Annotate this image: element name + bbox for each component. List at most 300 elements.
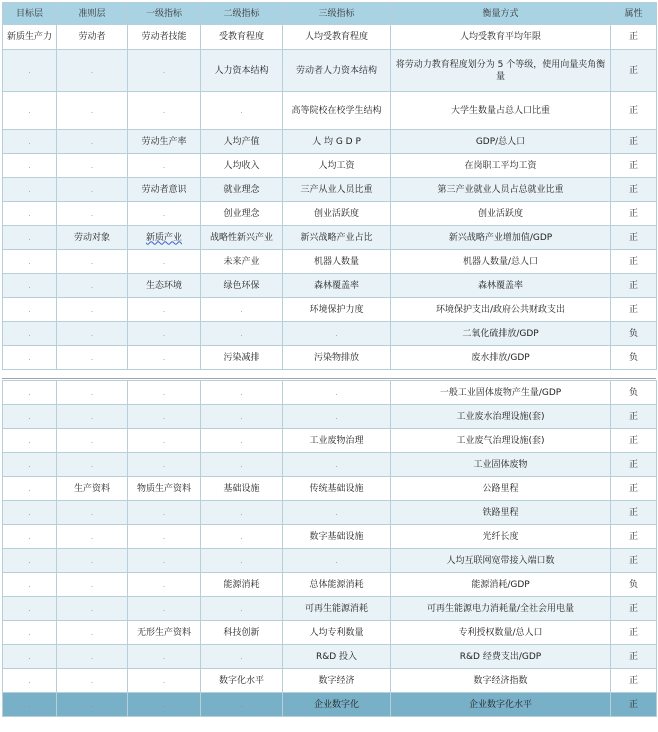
attribute-cell bbox=[611, 274, 657, 298]
cell-text: 将劳动力教育程度划分为 5 个等级，使用向量夹角衡量 bbox=[395, 59, 606, 82]
empty-marker: . bbox=[90, 185, 94, 194]
measurement-cell bbox=[391, 501, 611, 525]
criterion-layer-cell bbox=[57, 621, 128, 645]
criterion-layer-cell bbox=[57, 669, 128, 693]
level2-indicator-cell bbox=[201, 405, 283, 429]
goal-layer-cell bbox=[3, 154, 57, 178]
cell-text: 能源消耗 bbox=[223, 579, 260, 590]
empty-marker: . bbox=[240, 700, 243, 709]
level2-indicator-cell bbox=[201, 549, 283, 573]
level1-indicator-cell bbox=[128, 154, 201, 178]
empty-marker: . bbox=[240, 329, 243, 338]
cell-text: 生态环境 bbox=[145, 280, 182, 291]
goal-layer-cell bbox=[3, 549, 57, 573]
level1-indicator-cell bbox=[128, 202, 201, 226]
cell-text: 衡量方式 bbox=[482, 8, 519, 19]
empty-marker: . bbox=[162, 604, 166, 613]
cell-text: 新兴战略产业占比 bbox=[300, 232, 373, 243]
cell-text: 属性 bbox=[624, 8, 643, 19]
empty-marker: . bbox=[90, 436, 94, 445]
empty-marker: . bbox=[28, 305, 31, 314]
criterion-layer-cell bbox=[57, 453, 128, 477]
cell-text: 正 bbox=[628, 232, 638, 243]
empty-marker: . bbox=[162, 388, 166, 397]
cell-text: 负 bbox=[628, 579, 638, 590]
empty-marker: . bbox=[90, 556, 94, 565]
cell-text: 人均受教育平均年限 bbox=[459, 32, 541, 42]
cell-text: 正 bbox=[628, 105, 638, 116]
cell-text: 正 bbox=[628, 459, 638, 470]
attribute-cell bbox=[611, 346, 657, 370]
level3-indicator-cell bbox=[283, 298, 391, 322]
empty-marker: . bbox=[240, 508, 243, 517]
attribute-cell bbox=[611, 322, 657, 346]
goal-layer-cell bbox=[3, 274, 57, 298]
attribute-cell bbox=[611, 3, 657, 25]
level2-indicator-cell bbox=[201, 573, 283, 597]
cell-text: 总体能源消耗 bbox=[309, 579, 364, 590]
level2-indicator-cell bbox=[201, 597, 283, 621]
attribute-cell bbox=[611, 549, 657, 573]
indicator-table-bottom bbox=[2, 380, 657, 717]
table-row bbox=[3, 429, 657, 453]
cell-text: 机器人数量/总人口 bbox=[462, 256, 539, 267]
empty-marker: . bbox=[90, 388, 94, 397]
level2-indicator-cell bbox=[201, 346, 283, 370]
table-row bbox=[3, 501, 657, 525]
attribute-cell bbox=[611, 693, 657, 717]
criterion-layer-cell bbox=[57, 405, 128, 429]
empty-marker: . bbox=[162, 305, 166, 314]
cell-text: 劳动者 bbox=[78, 32, 106, 42]
cell-text: 新兴战略产业增加值/GDP bbox=[448, 232, 553, 243]
empty-marker: . bbox=[90, 460, 94, 469]
level1-indicator-cell bbox=[128, 3, 201, 25]
cell-text: 负 bbox=[628, 387, 638, 398]
criterion-layer-cell bbox=[57, 130, 128, 154]
level3-indicator-cell bbox=[283, 178, 391, 202]
cell-text: 正 bbox=[628, 256, 638, 267]
cell-text: 生产资料 bbox=[73, 483, 110, 494]
level2-indicator-cell bbox=[201, 453, 283, 477]
cell-text: 一般工业固体废物产生量/GDP bbox=[439, 387, 562, 398]
level2-indicator-cell bbox=[201, 621, 283, 645]
cell-text: 创业活跃度 bbox=[477, 208, 523, 219]
measurement-cell bbox=[391, 453, 611, 477]
criterion-layer-cell bbox=[57, 525, 128, 549]
criterion-layer-cell bbox=[57, 381, 128, 405]
goal-layer-cell bbox=[3, 3, 57, 25]
goal-layer-cell bbox=[3, 693, 57, 717]
level3-indicator-cell bbox=[283, 154, 391, 178]
empty-marker: . bbox=[90, 106, 94, 115]
empty-marker: . bbox=[240, 388, 243, 397]
cell-text: 二氧化硫排放/GDP bbox=[462, 328, 539, 339]
empty-marker: . bbox=[240, 305, 243, 314]
empty-marker: . bbox=[28, 412, 31, 421]
measurement-cell bbox=[391, 3, 611, 25]
goal-layer-cell bbox=[3, 429, 57, 453]
criterion-layer-cell bbox=[57, 274, 128, 298]
level2-indicator-cell bbox=[201, 525, 283, 549]
goal-layer-cell bbox=[3, 525, 57, 549]
empty-marker: . bbox=[162, 412, 166, 421]
level2-indicator-cell bbox=[201, 178, 283, 202]
cell-text: 目标层 bbox=[15, 8, 43, 19]
measurement-cell bbox=[391, 381, 611, 405]
empty-marker: . bbox=[28, 604, 31, 613]
criterion-layer-cell bbox=[57, 202, 128, 226]
measurement-cell bbox=[391, 50, 611, 92]
criterion-layer-cell bbox=[57, 549, 128, 573]
level3-indicator-cell bbox=[283, 130, 391, 154]
cell-text: 新质生产力 bbox=[6, 32, 52, 42]
level2-indicator-cell bbox=[201, 130, 283, 154]
attribute-cell bbox=[611, 130, 657, 154]
level1-indicator-cell bbox=[128, 346, 201, 370]
level3-indicator-cell bbox=[283, 405, 391, 429]
level3-indicator-cell bbox=[283, 202, 391, 226]
cell-text: 人力资本结构 bbox=[214, 65, 269, 76]
level1-indicator-cell bbox=[128, 693, 201, 717]
level1-indicator-cell bbox=[128, 250, 201, 274]
measurement-cell bbox=[391, 226, 611, 250]
measurement-cell bbox=[391, 346, 611, 370]
cell-text: R&D 经费支出/GDP bbox=[459, 651, 542, 662]
cell-text: 创业理念 bbox=[223, 208, 260, 219]
level3-indicator-cell bbox=[283, 477, 391, 501]
measurement-cell bbox=[391, 92, 611, 130]
cell-text: 第三产业就业人员占总就业比重 bbox=[437, 184, 564, 195]
cell-text: 正 bbox=[628, 507, 638, 518]
empty-marker: . bbox=[162, 652, 166, 661]
empty-marker: . bbox=[90, 353, 94, 362]
attribute-cell bbox=[611, 298, 657, 322]
criterion-layer-cell bbox=[57, 693, 128, 717]
cell-text: 人均专利数量 bbox=[309, 627, 364, 638]
empty-marker: . bbox=[90, 412, 94, 421]
cell-text: 正 bbox=[628, 136, 638, 147]
goal-layer-cell bbox=[3, 25, 57, 50]
level3-indicator-cell bbox=[283, 50, 391, 92]
level2-indicator-cell bbox=[201, 202, 283, 226]
criterion-layer-cell bbox=[57, 477, 128, 501]
table-row bbox=[3, 250, 657, 274]
empty-marker: . bbox=[162, 353, 166, 362]
measurement-cell bbox=[391, 621, 611, 645]
level1-indicator-cell bbox=[128, 405, 201, 429]
level1-indicator-cell bbox=[128, 429, 201, 453]
empty-marker: . bbox=[162, 436, 166, 445]
measurement-cell bbox=[391, 298, 611, 322]
level2-indicator-cell bbox=[201, 298, 283, 322]
criterion-layer-cell bbox=[57, 50, 128, 92]
cell-text: 可再生能源消耗 bbox=[304, 603, 368, 614]
table-row bbox=[3, 645, 657, 669]
header-row bbox=[3, 3, 657, 25]
level1-indicator-cell bbox=[128, 621, 201, 645]
goal-layer-cell bbox=[3, 130, 57, 154]
cell-text: R&D 投入 bbox=[315, 651, 358, 662]
level2-indicator-cell bbox=[201, 25, 283, 50]
cell-text: 数字化水平 bbox=[218, 675, 264, 686]
level3-indicator-cell bbox=[283, 3, 391, 25]
cell-text: 大学生数量占总人口比重 bbox=[450, 105, 550, 116]
table-row bbox=[3, 621, 657, 645]
level1-indicator-cell bbox=[128, 477, 201, 501]
goal-layer-cell bbox=[3, 405, 57, 429]
attribute-cell bbox=[611, 92, 657, 130]
measurement-cell bbox=[391, 669, 611, 693]
level1-indicator-cell bbox=[128, 597, 201, 621]
cell-text: 铁路里程 bbox=[482, 507, 519, 518]
empty-marker: . bbox=[240, 652, 243, 661]
cell-text: 正 bbox=[628, 627, 638, 638]
table-row bbox=[3, 202, 657, 226]
level3-indicator-cell bbox=[283, 92, 391, 130]
empty-marker: . bbox=[162, 209, 166, 218]
cell-text: 正 bbox=[628, 280, 638, 291]
table-row bbox=[3, 381, 657, 405]
empty-marker: . bbox=[90, 281, 94, 290]
level2-indicator-cell bbox=[201, 669, 283, 693]
cell-text: 废水排放/GDP bbox=[471, 352, 530, 363]
criterion-layer-cell bbox=[57, 346, 128, 370]
indicator-table-top bbox=[2, 2, 657, 370]
criterion-layer-cell bbox=[57, 429, 128, 453]
attribute-cell bbox=[611, 597, 657, 621]
level1-indicator-cell bbox=[128, 226, 201, 250]
empty-marker: . bbox=[162, 532, 166, 541]
goal-layer-cell bbox=[3, 477, 57, 501]
cell-text: 绿色环保 bbox=[223, 280, 260, 291]
cell-text: 森林覆盖率 bbox=[477, 280, 523, 291]
level1-indicator-cell bbox=[128, 178, 201, 202]
level3-indicator-cell bbox=[283, 645, 391, 669]
empty-marker: . bbox=[90, 532, 94, 541]
attribute-cell bbox=[611, 477, 657, 501]
empty-marker: . bbox=[28, 161, 31, 170]
level1-indicator-cell bbox=[128, 130, 201, 154]
level1-indicator-cell bbox=[128, 453, 201, 477]
attribute-cell bbox=[611, 405, 657, 429]
level1-indicator-cell bbox=[128, 25, 201, 50]
measurement-cell bbox=[391, 429, 611, 453]
empty-marker: . bbox=[162, 556, 166, 565]
cell-text: 污染减排 bbox=[223, 352, 260, 363]
table-row bbox=[3, 130, 657, 154]
empty-marker: . bbox=[28, 137, 31, 146]
table-row bbox=[3, 549, 657, 573]
goal-layer-cell bbox=[3, 501, 57, 525]
level3-indicator-cell bbox=[283, 250, 391, 274]
goal-layer-cell bbox=[3, 202, 57, 226]
criterion-layer-cell bbox=[57, 597, 128, 621]
attribute-cell bbox=[611, 381, 657, 405]
cell-text: 工业固体废物 bbox=[473, 459, 528, 470]
measurement-cell bbox=[391, 154, 611, 178]
level1-indicator-cell bbox=[128, 381, 201, 405]
level3-indicator-cell bbox=[283, 693, 391, 717]
attribute-cell bbox=[611, 250, 657, 274]
cell-text: 环境保护支出/政府公共财政支出 bbox=[435, 304, 566, 315]
cell-text: 正 bbox=[628, 411, 638, 422]
empty-marker: . bbox=[240, 460, 243, 469]
empty-marker: . bbox=[240, 106, 243, 115]
goal-layer-cell bbox=[3, 346, 57, 370]
empty-marker: . bbox=[28, 652, 31, 661]
cell-text: 森林覆盖率 bbox=[313, 280, 359, 291]
level3-indicator-cell bbox=[283, 597, 391, 621]
attribute-cell bbox=[611, 226, 657, 250]
table-row bbox=[3, 92, 657, 130]
cell-text: 劳动对象 bbox=[73, 232, 110, 243]
cell-text: 负 bbox=[628, 352, 638, 363]
cell-text: 战略性新兴产业 bbox=[209, 232, 273, 243]
cell-text: 人均互联网宽带接入端口数 bbox=[446, 555, 555, 566]
measurement-cell bbox=[391, 274, 611, 298]
cell-text: 正 bbox=[628, 32, 638, 42]
level3-indicator-cell bbox=[283, 621, 391, 645]
level2-indicator-cell bbox=[201, 226, 283, 250]
goal-layer-cell bbox=[3, 92, 57, 130]
empty-marker: . bbox=[28, 106, 31, 115]
empty-marker: . bbox=[240, 412, 243, 421]
empty-marker: . bbox=[90, 604, 94, 613]
level3-indicator-cell bbox=[283, 381, 391, 405]
cell-text: 准则层 bbox=[78, 8, 106, 19]
criterion-layer-cell bbox=[57, 298, 128, 322]
empty-marker: . bbox=[90, 652, 94, 661]
level2-indicator-cell bbox=[201, 154, 283, 178]
empty-marker: . bbox=[90, 161, 94, 170]
attribute-cell bbox=[611, 453, 657, 477]
cell-text: 人均收入 bbox=[223, 160, 260, 171]
cell-text: 科技创新 bbox=[223, 627, 260, 638]
level1-indicator-cell bbox=[128, 549, 201, 573]
cell-text: 无形生产资料 bbox=[136, 627, 191, 638]
level3-indicator-cell bbox=[283, 346, 391, 370]
cell-text: 专利授权数量/总人口 bbox=[458, 627, 543, 638]
cell-text: 劳动者技能 bbox=[141, 32, 187, 42]
cell-text: 就业理念 bbox=[223, 184, 260, 195]
empty-marker: . bbox=[28, 700, 31, 709]
empty-marker: . bbox=[162, 700, 166, 709]
measurement-cell bbox=[391, 645, 611, 669]
criterion-layer-cell bbox=[57, 226, 128, 250]
cell-text: 劳动者意识 bbox=[141, 184, 187, 195]
cell-text: 正 bbox=[628, 208, 638, 219]
empty-marker: . bbox=[28, 508, 31, 517]
page-separator bbox=[2, 378, 656, 379]
empty-marker: . bbox=[90, 508, 94, 517]
level1-indicator-cell bbox=[128, 298, 201, 322]
level2-indicator-cell bbox=[201, 322, 283, 346]
attribute-cell bbox=[611, 501, 657, 525]
goal-layer-cell bbox=[3, 226, 57, 250]
empty-marker: . bbox=[335, 412, 338, 421]
cell-text: 基础设施 bbox=[223, 483, 260, 494]
level2-indicator-cell bbox=[201, 50, 283, 92]
empty-marker: . bbox=[28, 460, 31, 469]
cell-text: 数字经济 bbox=[318, 675, 355, 686]
attribute-cell bbox=[611, 429, 657, 453]
cell-text: 正 bbox=[628, 65, 638, 76]
cell-text: GDP/总人口 bbox=[475, 136, 526, 147]
cell-text: 负 bbox=[628, 328, 638, 339]
goal-layer-cell bbox=[3, 573, 57, 597]
criterion-layer-cell bbox=[57, 501, 128, 525]
cell-text: 一级指标 bbox=[145, 8, 182, 19]
empty-marker: . bbox=[240, 604, 243, 613]
empty-marker: . bbox=[28, 209, 31, 218]
cell-text: 正 bbox=[628, 435, 638, 446]
goal-layer-cell bbox=[3, 645, 57, 669]
goal-layer-cell bbox=[3, 381, 57, 405]
table-row bbox=[3, 525, 657, 549]
attribute-cell bbox=[611, 202, 657, 226]
level2-indicator-cell bbox=[201, 477, 283, 501]
level1-indicator-cell bbox=[128, 322, 201, 346]
cell-text: 正 bbox=[628, 531, 638, 542]
cell-text: 人 均 G D P bbox=[312, 136, 361, 147]
attribute-cell bbox=[611, 621, 657, 645]
empty-marker: . bbox=[162, 460, 166, 469]
level2-indicator-cell bbox=[201, 645, 283, 669]
measurement-cell bbox=[391, 525, 611, 549]
criterion-layer-cell bbox=[57, 645, 128, 669]
empty-marker: . bbox=[162, 329, 166, 338]
cell-text: 创业活跃度 bbox=[313, 208, 359, 219]
table-row bbox=[3, 154, 657, 178]
empty-marker: . bbox=[240, 436, 243, 445]
table-row bbox=[3, 178, 657, 202]
criterion-layer-cell bbox=[57, 3, 128, 25]
empty-marker: . bbox=[90, 66, 94, 75]
level2-indicator-cell bbox=[201, 3, 283, 25]
cell-text: 企业数字化 bbox=[313, 699, 359, 710]
table-row bbox=[3, 322, 657, 346]
empty-marker: . bbox=[28, 676, 31, 685]
cell-text: 环境保护力度 bbox=[309, 304, 364, 315]
measurement-cell bbox=[391, 178, 611, 202]
level3-indicator-cell bbox=[283, 669, 391, 693]
empty-marker: . bbox=[28, 233, 31, 242]
goal-layer-cell bbox=[3, 178, 57, 202]
table-row bbox=[3, 346, 657, 370]
level3-indicator-cell bbox=[283, 429, 391, 453]
attribute-cell bbox=[611, 178, 657, 202]
measurement-cell bbox=[391, 25, 611, 50]
empty-marker: . bbox=[28, 556, 31, 565]
empty-marker: . bbox=[162, 161, 166, 170]
cell-text: 数字基础设施 bbox=[309, 531, 364, 542]
empty-marker: . bbox=[28, 436, 31, 445]
empty-marker: . bbox=[28, 484, 31, 493]
level1-indicator-cell bbox=[128, 525, 201, 549]
cell-text: 劳动者人力资本结构 bbox=[295, 65, 377, 76]
cell-text: 人均工资 bbox=[318, 160, 355, 171]
cell-text: 可再生能源电力消耗量/全社会用电量 bbox=[426, 603, 575, 614]
measurement-cell bbox=[391, 693, 611, 717]
criterion-layer-cell bbox=[57, 322, 128, 346]
empty-marker: . bbox=[90, 700, 94, 709]
level3-indicator-cell bbox=[283, 525, 391, 549]
table-row bbox=[3, 669, 657, 693]
cell-text: 高等院校在校学生结构 bbox=[291, 105, 382, 116]
cell-text: 光纤长度 bbox=[482, 531, 519, 542]
level1-indicator-cell bbox=[128, 92, 201, 130]
